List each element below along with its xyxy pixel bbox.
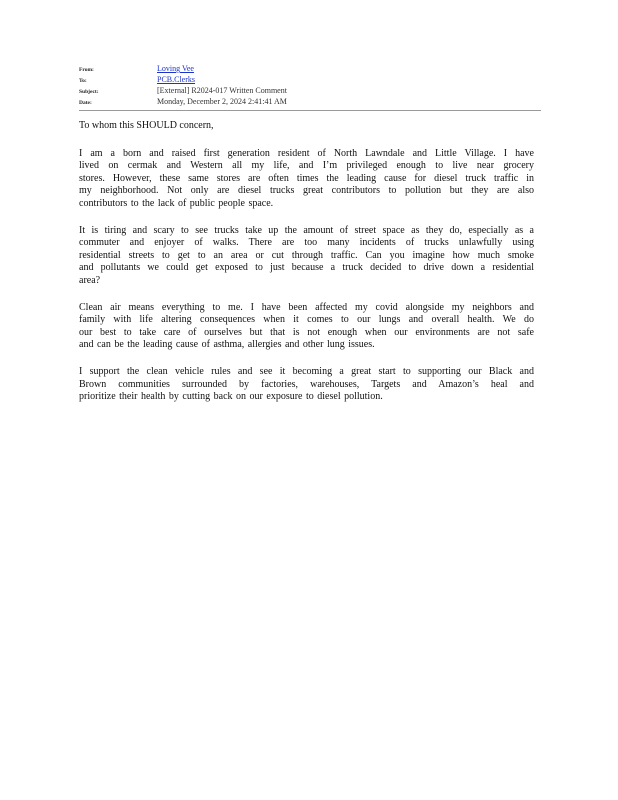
paragraph-line: family with life altering consequences when it comes to our lungs and overall health. We do	[79, 314, 534, 325]
paragraph-line: area?	[79, 274, 101, 286]
paragraph-line: and can be the leading cause of asthma, allergies and other lung issues.	[79, 339, 375, 350]
paragraph-line: I am a born and raised first generation resident of North Lawndale and Little Village. I have	[79, 147, 534, 159]
from-row	[79, 63, 541, 74]
header-divider	[79, 110, 541, 111]
subject-value: [External] R2024-017 Written Comment	[157, 86, 287, 95]
paragraph-line: Clean air means everything to me. I have been affected my covid alongside my neighbors and	[79, 301, 534, 313]
subject-label: Subject:	[79, 89, 99, 95]
paragraph-2	[79, 225, 534, 288]
email-header	[79, 63, 541, 107]
date-value: Monday, December 2, 2024 2:41:41 AM	[157, 97, 287, 106]
paragraph-line: prioritize their health by cutting back on our exposure to diesel pollution.	[79, 391, 383, 402]
sender-link[interactable]: Loving Vee	[157, 64, 194, 73]
paragraph-line: residential streets to get to an area or cut through traffic. Can you imagine how much smoke	[79, 249, 534, 261]
paragraph-line: and pollutants we could get exposed to just because a truck decided to drive down a residential	[79, 262, 534, 273]
date-row	[79, 96, 541, 107]
paragraph-3	[79, 302, 534, 352]
to-label: To:	[79, 78, 87, 84]
greeting: To whom this SHOULD concern,	[79, 120, 214, 131]
subject-row	[79, 85, 541, 96]
date-label: Date:	[79, 100, 92, 106]
from-label: From:	[79, 67, 94, 73]
paragraph-line: our best to take care of ourselves but that is not enough when our environments are not safe	[79, 326, 534, 338]
paragraph-line: It is tiring and scary to see trucks take up the amount of street space as they do, especially as a	[79, 224, 534, 236]
paragraph-1	[79, 148, 534, 211]
email-body	[79, 120, 534, 418]
recipient-link[interactable]: PCB.Clerks	[157, 75, 196, 84]
paragraph-line: lived on cermak and Western all my life, and I’m privileged enough to live near grocery	[79, 160, 534, 171]
paragraph-line: stores. However, these same stores are often times the leading cause for diesel truck traffic in	[79, 172, 534, 184]
paragraph-line: my neighborhood. Not only are diesel trucks great contributors to pollution but they are also	[79, 185, 534, 196]
paragraph-line: contributors to the lack of public people space.	[79, 197, 274, 209]
paragraph-line: I support the clean vehicle rules and see it becoming a great start to supporting our Black and	[79, 366, 534, 377]
paragraph-4	[79, 366, 534, 404]
to-row	[79, 74, 541, 85]
paragraph-line: Brown communities surrounded by factories, warehouses, Targets and Amazon’s heal and	[79, 378, 534, 390]
paragraph-line: commuter and enjoyer of walks. There are too many incidents of trucks unlawfully using	[79, 237, 534, 248]
